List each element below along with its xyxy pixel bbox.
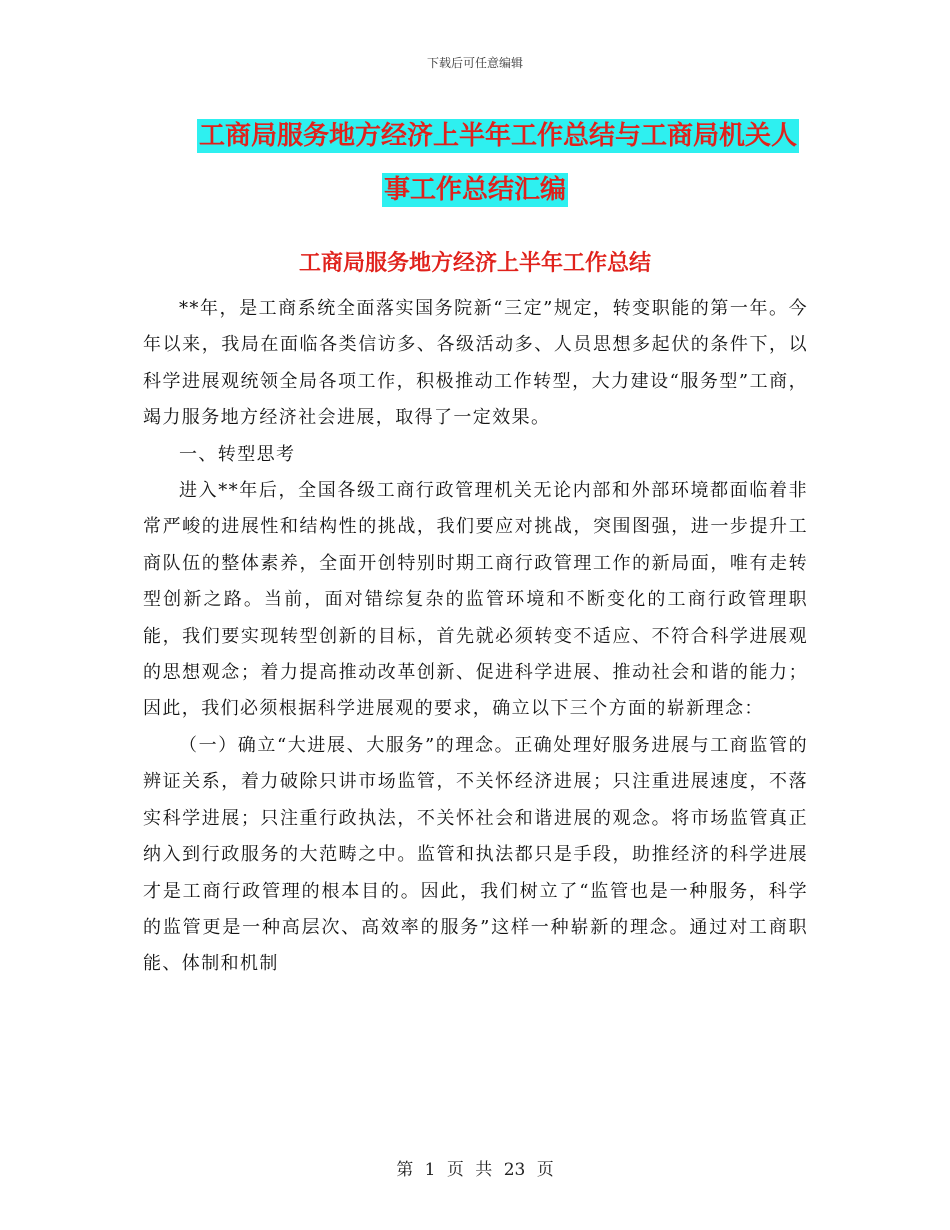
title-line-1: 工商局服务地方经济上半年工作总结与工商局机关人 — [198, 121, 797, 151]
page-footer: 第 1 页 共 23 页 — [396, 1160, 554, 1180]
header-note: 下载后可任意编辑 — [426, 56, 523, 70]
paragraph-transition: 进入**年后，全国各级工商行政管理机关无论内部和外部环境都面临着非常严峻的进展性和结构性的挑战，我们要应对挑战，突围图强，进一步提升工商队伍的整体素养，全面开创特别时期工商行政管理工作的新局面，唯有走转型创新之路。当前，面对错综复杂的监管环境和不断变化的工商行政管理职能，我们要实现转型创新的目标，首先就必须转变不适应、不符合科学进展观的思想观念；着力提高推动改革创新、促进科学进展、推动社会和谐的能力；因此，我们必须根据科学进展观的要求，确立以下三个方面的崭新理念： — [143, 480, 808, 720]
section-title: 工商局服务地方经济上半年工作总结 — [298, 251, 651, 276]
document-title — [0, 109, 950, 217]
paragraph-intro: **年，是工商系统全面落实国务院新“三定”规定，转变职能的第一年。今年以来，我局在面临各类信访多、各级活动多、人员思想多起伏的条件下，以科学进展观统领全局各项工作，积极推动工作转型，大力建设“服务型”工商，竭力服务地方经济社会进展，取得了一定效果。 — [143, 298, 808, 429]
paragraph-heading: 一、转型思考 — [179, 443, 296, 465]
paragraph-concept-1: （一）确立“大进展、大服务”的理念。正确处理好服务进展与工商监管的辨证关系，着力破除只讲市场监管，不关怀经济进展；只注重进展速度，不落实科学进展；只注重行政执法，不关怀社会和谐进展的观念。将市场监管真正纳入到行政服务的大范畴之中。监管和执法都只是手段，助推经济的科学进展才是工商行政管理的根本目的。因此，我们树立了“监管也是一种服务，科学的监管更是一种高层次、高效率的服务”这样一种崭新的理念。通过对工商职能、体制和机制 — [143, 734, 808, 975]
title-line-2: 事工作总结汇编 — [383, 175, 566, 205]
document-body — [143, 291, 808, 983]
